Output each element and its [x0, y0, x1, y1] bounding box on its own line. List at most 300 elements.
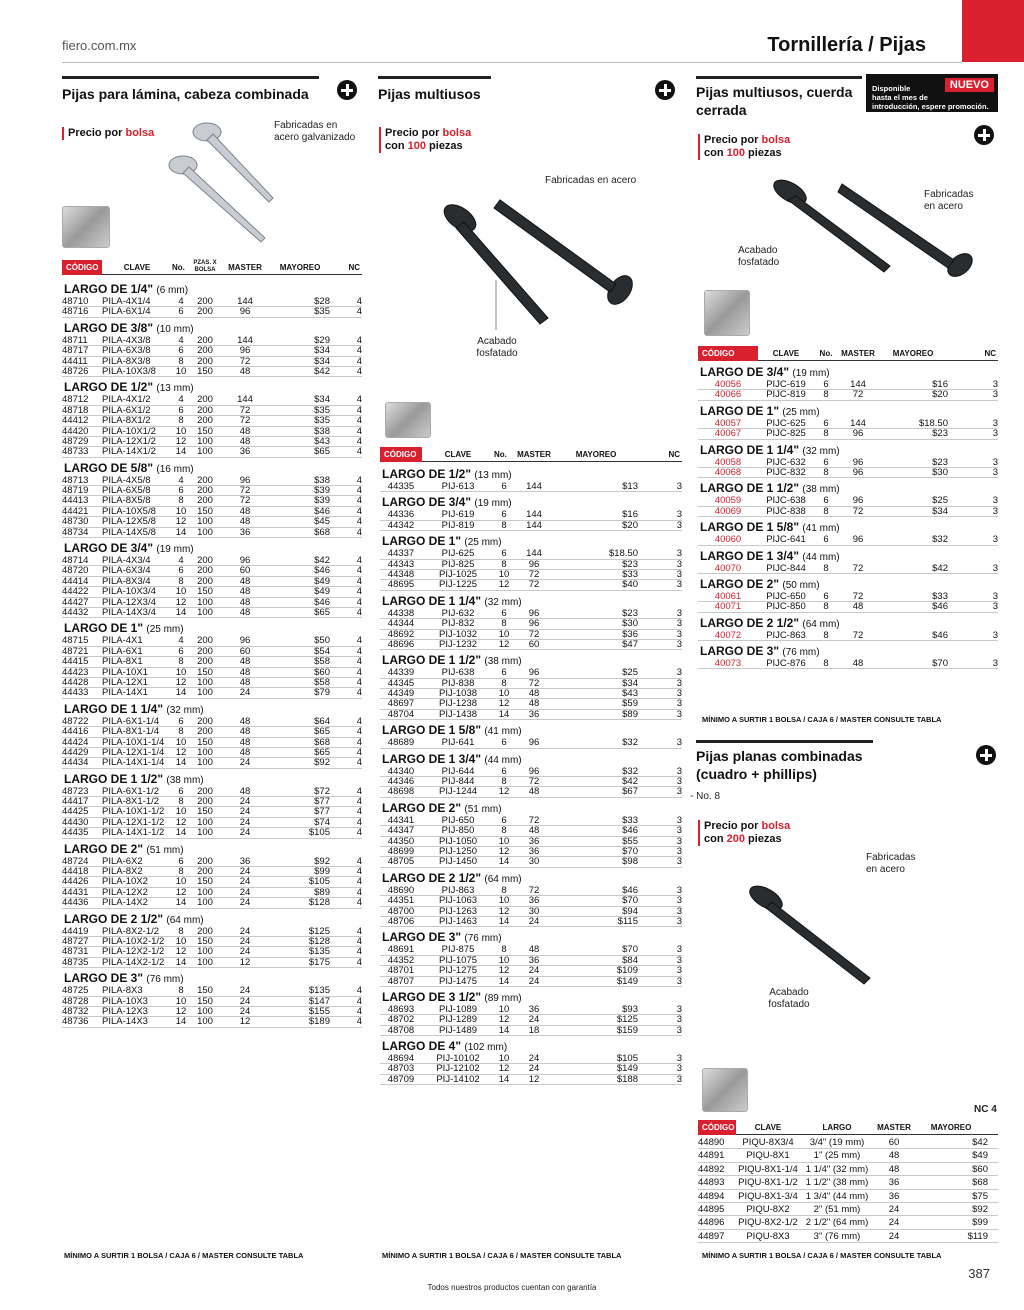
table-cell: PIJC-632: [766, 456, 806, 468]
table-cell: 44423: [62, 666, 89, 678]
table-cell: PIJ-619: [441, 509, 475, 521]
table-cell: $115: [617, 915, 638, 927]
table-cell: 3: [676, 667, 682, 679]
table-cell: 8: [501, 884, 507, 896]
bag-image: [62, 206, 110, 248]
table-cell: 72: [852, 629, 864, 641]
table-cell: 44892: [698, 1163, 725, 1175]
table-cell: 4: [356, 666, 362, 678]
table-row: [698, 564, 998, 574]
table-cell: 150: [197, 806, 213, 818]
table-cell: 10: [498, 628, 510, 640]
table-cell: 40069: [714, 505, 742, 517]
table-cell: 14: [175, 446, 187, 458]
section-heading: [380, 531, 682, 549]
table-cell: 100: [197, 687, 213, 699]
table-cell: PIJ-1263: [438, 905, 478, 917]
table-cell: $43: [314, 435, 330, 447]
table-row: [62, 608, 362, 618]
table-cell: $18.50: [608, 548, 638, 560]
table-cell: $99: [972, 1217, 988, 1229]
table-cell: 36: [528, 835, 540, 847]
table-cell: 4: [356, 516, 362, 528]
table-cell: 48733: [62, 446, 89, 458]
table-cell: $149: [616, 975, 638, 987]
table-cell: 48735: [62, 956, 89, 968]
table-cell: $23: [932, 456, 948, 468]
precio-text: con: [704, 147, 727, 159]
table-row: [380, 857, 682, 867]
table-cell: 48699: [387, 845, 415, 857]
table-cell: 60: [239, 565, 251, 577]
table-cell: 48728: [62, 995, 89, 1007]
table-cell: 12: [175, 1005, 187, 1017]
table-row: [62, 898, 362, 908]
table-cell: 10: [498, 688, 510, 700]
table-cell: 24: [528, 1053, 540, 1065]
table-cell: 100: [197, 526, 213, 538]
table-cell: 24: [239, 866, 251, 878]
section-heading: [62, 968, 362, 986]
table-cell: 96: [239, 474, 251, 486]
section-label: LARGO DE 2 1/2": [700, 615, 800, 630]
table-cell: 12: [175, 435, 187, 447]
section-heading: [698, 401, 998, 419]
table-cell: PILA-10X3/4: [102, 586, 156, 598]
th-master: MASTER: [877, 1122, 911, 1132]
plus-icon: [337, 80, 357, 100]
table-cell: 3: [992, 379, 998, 390]
table-row: [380, 787, 682, 797]
table-cell: 100: [197, 1005, 213, 1017]
table-cell: $65: [314, 726, 330, 738]
table-cell: 36: [528, 895, 540, 907]
table-cell: 48698: [387, 786, 415, 798]
table-cell: 8: [178, 726, 184, 738]
table-cell: PILA-8X1-1/4: [102, 726, 160, 738]
table-cell: 48: [239, 516, 251, 528]
table-row: [698, 602, 998, 612]
table-cell: 3: [676, 954, 682, 966]
section-heading: [380, 492, 682, 510]
table-cell: $99: [314, 866, 330, 878]
table-cell: 4: [178, 334, 184, 346]
table-cell: $46: [314, 565, 330, 577]
section-label: LARGO DE 2": [382, 800, 462, 815]
table-cell: 72: [239, 404, 251, 416]
table-cell: 72: [528, 884, 540, 896]
table-cell: PIJC-819: [766, 389, 806, 401]
table-cell: 12: [175, 516, 187, 528]
table-cell: 40070: [714, 562, 742, 574]
table-cell: 48725: [62, 985, 89, 997]
section-mm: (38 mm): [166, 774, 204, 786]
table-cell: PIJ-1463: [438, 915, 478, 927]
table-cell: PIJ-1238: [438, 698, 478, 710]
table-cell: $59: [622, 698, 638, 710]
table-cell: PIJ-1438: [438, 708, 478, 720]
table-cell: $70: [622, 944, 638, 956]
table-cell: $34: [932, 505, 948, 517]
table-cell: 10: [498, 1003, 510, 1015]
table-cell: 3" (76 mm): [813, 1230, 861, 1242]
table-cell: 4: [356, 985, 362, 997]
th-nc: NC: [348, 262, 360, 272]
th-clave: CLAVE: [754, 1122, 782, 1132]
table-cell: 6: [501, 737, 507, 749]
table-row: [380, 977, 682, 987]
table-row: [380, 966, 682, 976]
table-cell: 48709: [387, 1073, 415, 1085]
table-cell: 144: [237, 334, 253, 346]
table-cell: 10: [175, 736, 187, 748]
table-cell: 10: [498, 835, 510, 847]
section-heading: [698, 641, 998, 659]
table-cell: 3: [676, 509, 682, 521]
table-cell: PILA-4X3/4: [102, 555, 151, 567]
table-cell: 8: [178, 415, 184, 427]
table-cell: $49: [314, 575, 330, 587]
section-heading: [698, 362, 998, 380]
table-cell: 48690: [387, 884, 415, 896]
table-cell: 12: [175, 676, 187, 688]
table-cell: PIJ-1075: [438, 954, 478, 966]
section-heading: [698, 546, 998, 564]
table-cell: 4: [356, 485, 362, 497]
table-cell: 3: [992, 601, 998, 613]
table-cell: $58: [314, 676, 330, 688]
table-cell: 3: [992, 658, 998, 670]
table-cell: 48723: [62, 785, 89, 797]
table-row: [380, 482, 682, 492]
table-cell: $33: [622, 568, 638, 580]
table-cell: 100: [197, 897, 213, 909]
section-mm: (76 mm): [782, 647, 820, 659]
th-mayoreo: MAYOREO: [575, 449, 617, 459]
table-cell: PIJC-625: [766, 417, 806, 429]
table-cell: 6: [501, 667, 507, 679]
table-cell: $42: [314, 365, 330, 377]
table-cell: 100: [197, 435, 213, 447]
table-cell: PILA-4X5/8: [102, 474, 151, 486]
table-cell: 3: [676, 1063, 682, 1075]
section-heading: [380, 927, 682, 945]
table-cell: $35: [314, 404, 330, 416]
table-cell: 6: [823, 495, 829, 507]
section-mm: (25 mm): [464, 537, 502, 549]
table-cell: 24: [528, 1014, 540, 1026]
table-cell: $55: [622, 835, 638, 847]
precio-text: piezas: [744, 147, 782, 159]
table-cell: PILA-8X3/8: [102, 355, 151, 367]
table-cell: 40056: [714, 379, 742, 390]
table-cell: $45: [314, 516, 330, 528]
table-cell: 48720: [62, 565, 89, 577]
table-cell: $46: [932, 629, 948, 641]
table-row: [698, 1149, 998, 1162]
table-row: [698, 458, 998, 468]
table-cell: 8: [178, 575, 184, 587]
table-cell: 44424: [62, 736, 89, 748]
table-cell: 44414: [62, 575, 89, 587]
table-cell: $32: [622, 737, 638, 749]
table-cell: 44419: [62, 925, 89, 937]
table-cell: 4: [356, 925, 362, 937]
table-cell: 3: [676, 825, 682, 837]
table-cell: 3: [676, 944, 682, 956]
table-cell: 6: [501, 765, 507, 777]
col1-title: Pijas para lámina, cabeza combinada: [62, 76, 319, 103]
table-cell: PILA-12X3: [102, 1005, 148, 1017]
table-cell: 12: [498, 786, 510, 798]
table-cell: 72: [852, 505, 864, 517]
table-cell: 44427: [62, 596, 89, 608]
section-heading: [62, 538, 362, 556]
table-cell: 6: [178, 785, 184, 797]
precio-text: Precio por: [704, 820, 762, 832]
th-pzas: PZAS. X BOLSA: [193, 260, 217, 273]
table-cell: 48691: [387, 944, 415, 956]
section-heading: [62, 618, 362, 636]
section-label: LARGO DE 3": [700, 644, 780, 659]
table-cell: 12: [175, 816, 187, 828]
table-cell: PILA-6X2: [102, 855, 143, 867]
table-cell: $39: [314, 495, 330, 507]
table-cell: PILA-6X3/4: [102, 565, 151, 577]
table-cell: 48: [239, 586, 251, 598]
table-cell: 48696: [387, 638, 415, 650]
table-cell: 44897: [698, 1230, 725, 1242]
table-cell: 96: [852, 456, 864, 468]
table-cell: 1 3/4" (44 mm): [805, 1190, 869, 1202]
table-cell: 48721: [62, 645, 89, 657]
section-mm: (19 mm): [792, 368, 830, 379]
table-cell: $29: [314, 334, 330, 346]
table-cell: 72: [852, 562, 864, 574]
table-cell: $16: [932, 379, 948, 390]
table-cell: $50: [314, 635, 330, 647]
table-cell: 4: [356, 785, 362, 797]
table-cell: PILA-14X1: [102, 687, 148, 699]
table-cell: 14: [498, 1024, 510, 1036]
table-cell: $46: [932, 601, 948, 613]
th-mayoreo: MAYOREO: [892, 348, 934, 358]
table-cell: 4: [356, 1016, 362, 1028]
table-cell: 100: [197, 676, 213, 688]
table-cell: $49: [972, 1150, 988, 1162]
table-cell: 48: [239, 736, 251, 748]
table-cell: $20: [932, 389, 948, 401]
table-cell: 24: [888, 1217, 900, 1229]
table-cell: 4: [356, 555, 362, 567]
table-cell: 48: [239, 435, 251, 447]
table-row: [698, 1163, 998, 1176]
th-largo: LARGO: [822, 1122, 852, 1132]
table-row: [62, 346, 362, 356]
table-cell: 8: [823, 389, 829, 401]
col2-precio: [379, 127, 471, 153]
table-cell: PILA-12X5/8: [102, 516, 156, 528]
table-cell: 3: [992, 505, 998, 517]
table-cell: 44338: [387, 607, 415, 619]
page-title: Tornillería / Pijas: [767, 34, 926, 56]
table-cell: 30: [528, 905, 540, 917]
table-cell: 4: [356, 586, 362, 598]
section-label: LARGO DE 3/4": [64, 541, 154, 556]
table-cell: 44349: [387, 688, 415, 700]
table-cell: 8: [501, 519, 507, 531]
table-cell: 48: [528, 825, 540, 837]
table-cell: PIQU-8X1-3/4: [738, 1190, 798, 1202]
table-cell: 72: [852, 389, 864, 401]
table-cell: 3: [676, 884, 682, 896]
table-cell: 44343: [387, 558, 415, 570]
table-cell: $92: [972, 1203, 988, 1215]
table-cell: 200: [197, 855, 213, 867]
table-cell: 1" (25 mm): [813, 1150, 861, 1162]
table-cell: PIQU-8X1-1/4: [738, 1163, 798, 1175]
table-cell: 150: [197, 505, 213, 517]
table-cell: $42: [972, 1137, 988, 1148]
table-cell: 48705: [387, 856, 415, 868]
table-cell: 3: [676, 905, 682, 917]
th-clave: CLAVE: [772, 348, 800, 358]
section-label: LARGO DE 1 1/2": [700, 481, 800, 496]
section-heading: [62, 377, 362, 395]
section-heading: [62, 318, 362, 336]
th-codigo: CÓDIGO: [380, 447, 422, 462]
table-cell: 12: [175, 946, 187, 958]
table-cell: 12: [528, 1073, 540, 1085]
table-cell: 24: [888, 1230, 900, 1242]
col4-table-header: [698, 1120, 998, 1135]
table-cell: PILA-6X3/8: [102, 345, 151, 357]
table-cell: 144: [526, 509, 542, 521]
table-cell: PIJC-641: [766, 534, 806, 546]
table-cell: 24: [239, 816, 251, 828]
table-cell: 48714: [62, 555, 89, 567]
table-cell: $46: [622, 825, 638, 837]
table-cell: 4: [356, 827, 362, 839]
table-cell: $35: [314, 306, 330, 318]
section-label: LARGO DE 1 1/4": [382, 593, 482, 608]
table-cell: 96: [852, 534, 864, 546]
table-cell: 48701: [387, 965, 415, 977]
table-cell: 24: [239, 886, 251, 898]
section-label: LARGO DE 1 3/4": [700, 548, 800, 563]
table-cell: 100: [197, 606, 213, 618]
table-cell: 4: [356, 635, 362, 647]
th-master: MASTER: [517, 449, 551, 459]
table-cell: 3: [992, 562, 998, 574]
table-cell: $70: [622, 845, 638, 857]
table-cell: PILA-12X1: [102, 676, 148, 688]
section-mm: (102 mm): [464, 1042, 508, 1054]
table-cell: PILA-12X2: [102, 886, 148, 898]
table-cell: 100: [197, 596, 213, 608]
table-cell: 44411: [62, 355, 88, 367]
table-cell: $46: [622, 884, 638, 896]
table-cell: 96: [528, 607, 540, 619]
section-mm: (41 mm): [802, 523, 840, 535]
table-cell: PIJ-625: [441, 548, 475, 560]
table-row: [698, 1190, 998, 1203]
table-cell: 48: [888, 1163, 900, 1175]
table-row: [698, 380, 998, 390]
table-cell: 8: [823, 466, 829, 478]
table-cell: 48708: [387, 1024, 415, 1036]
table-cell: 3/4" (19 mm): [809, 1137, 865, 1148]
table-cell: PILA-10X3/8: [102, 365, 156, 377]
table-cell: PIQU-8X2-1/2: [738, 1217, 798, 1229]
table-cell: PILA-14X1-1/4: [102, 757, 165, 769]
table-cell: 6: [823, 379, 829, 390]
table-cell: 72: [528, 814, 540, 826]
table-row: [380, 619, 682, 629]
table-cell: 4: [356, 575, 362, 587]
section-mm: (10 mm): [156, 323, 194, 335]
table-cell: 24: [239, 1005, 251, 1017]
table-row: [62, 307, 362, 317]
table-cell: 6: [501, 548, 507, 560]
table-cell: 100: [197, 827, 213, 839]
col1-minimo: MÍNIMO A SURTIR 1 BOLSA / CAJA 6 / MASTER CONSULTE TABLA: [64, 1251, 304, 1260]
table-cell: 48704: [387, 708, 415, 720]
table-cell: $89: [314, 886, 330, 898]
table-cell: 144: [850, 379, 866, 390]
table-cell: 4: [178, 394, 184, 406]
table-cell: 96: [528, 737, 540, 749]
table-cell: 48697: [387, 698, 415, 710]
table-row: [698, 1230, 998, 1243]
table-cell: 6: [178, 485, 184, 497]
table-cell: PILA-10X1: [102, 666, 148, 678]
table-cell: 4: [356, 645, 362, 657]
section-mm: (44 mm): [484, 754, 522, 766]
table-cell: 48702: [387, 1014, 415, 1026]
table-cell: $23: [932, 428, 948, 440]
table-cell: PIQU-8X3/4: [742, 1137, 794, 1148]
table-cell: 8: [178, 796, 184, 808]
table-cell: 8: [178, 355, 184, 367]
table-cell: 14: [175, 687, 187, 699]
table-cell: 48717: [62, 345, 89, 357]
table-cell: 14: [498, 708, 510, 720]
table-cell: 4: [356, 425, 362, 437]
table-cell: 4: [356, 355, 362, 367]
table-cell: 48730: [62, 516, 89, 528]
table-cell: 10: [175, 586, 187, 598]
table-row: [62, 528, 362, 538]
table-cell: 4: [356, 676, 362, 688]
table-cell: PILA-8X3/4: [102, 575, 151, 587]
table-cell: 24: [239, 796, 251, 808]
table-cell: 36: [888, 1190, 900, 1202]
table-cell: 24: [239, 946, 251, 958]
table-cell: 24: [239, 687, 251, 699]
screw-image: [165, 110, 285, 250]
table-cell: 3: [676, 1073, 682, 1085]
col4-note-steel: Fabricadas en acero: [866, 852, 916, 875]
table-cell: 44342: [387, 519, 415, 531]
table-cell: PIJ-838: [441, 677, 475, 689]
table-row: [62, 367, 362, 377]
table-cell: 200: [197, 715, 213, 727]
section-mm: (32 mm): [166, 704, 204, 716]
table-cell: $46: [314, 505, 330, 517]
table-cell: 4: [356, 505, 362, 517]
table-cell: PILA-8X1/2: [102, 415, 151, 427]
